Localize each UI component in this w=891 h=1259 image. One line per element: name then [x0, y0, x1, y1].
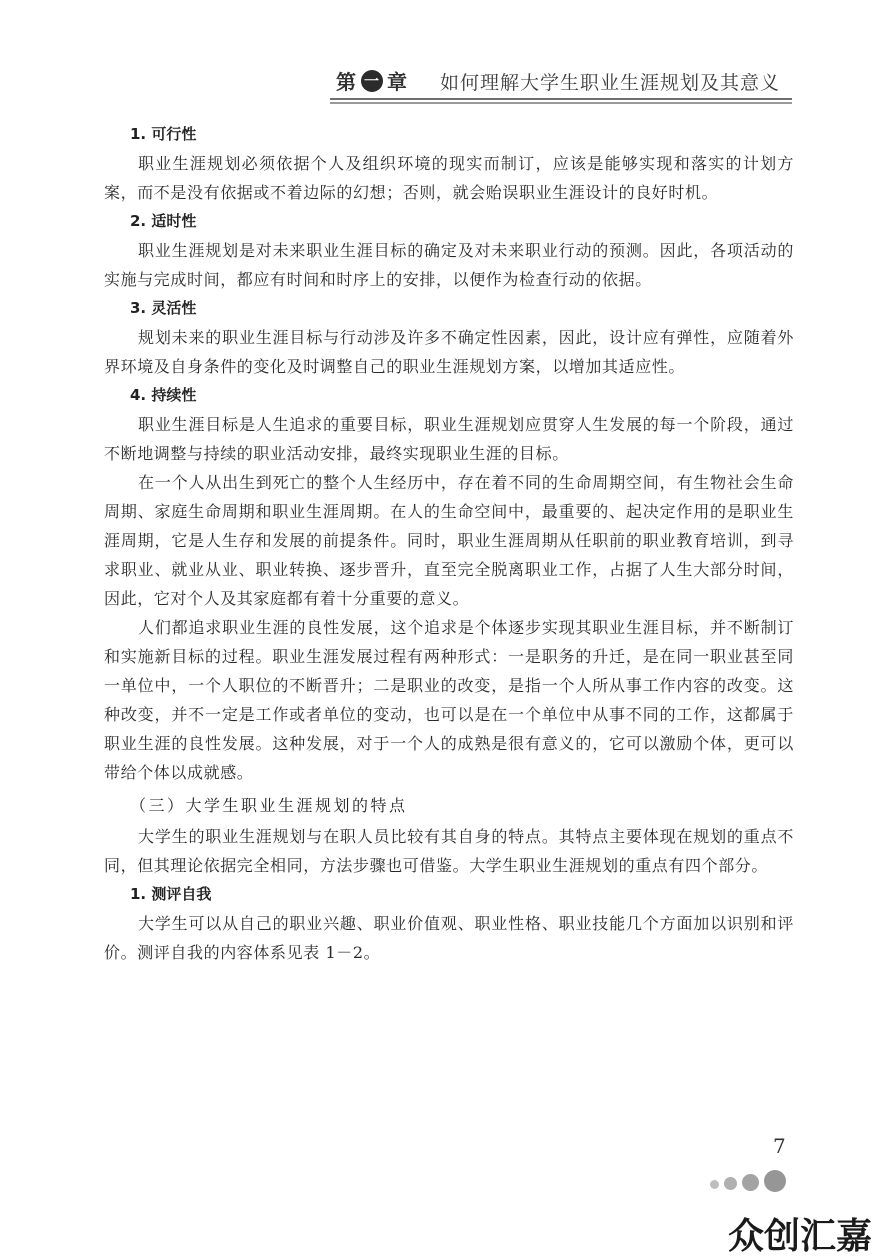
dot-icon [724, 1177, 737, 1190]
subheading-self-assessment: 1. 测评自我 [130, 885, 212, 903]
subheading-timeliness: 2. 适时性 [130, 212, 197, 230]
page-number: 7 [773, 1134, 786, 1158]
paragraph: 职业生涯目标是人生追求的重要目标，职业生涯规划应贯穿人生发展的每一个阶段，通过不断地调整与持续的职业活动安排，最终实现职业生涯的目标。 [104, 415, 794, 463]
chapter-label [336, 66, 408, 95]
watermark: 众创汇嘉 [728, 1216, 873, 1257]
subheading-feasibility: 1. 可行性 [130, 125, 197, 143]
chapter-suffix: 章 [387, 70, 408, 94]
chapter-title: 如何理解大学生职业生涯规划及其意义 [440, 72, 781, 94]
paragraph: 职业生涯规划是对未来职业生涯目标的确定及对未来职业行动的预测。因此，各项活动的实施与完成时间，都应有时间和时序上的安排，以便作为检查行动的依据。 [104, 241, 794, 289]
header-rule [330, 98, 792, 104]
paragraph: 规划未来的职业生涯目标与行动涉及许多不确定性因素，因此，设计应有弹性，应随着外界环境及自身条件的变化及时调整自己的职业生涯规划方案，以增加其适应性。 [104, 328, 794, 376]
section-heading: （三）大学生职业生涯规划的特点 [130, 796, 408, 815]
paragraph: 大学生的职业生涯规划与在职人员比较有其自身的特点。其特点主要体现在规划的重点不同，但其理论依据完全相同，方法步骤也可借鉴。大学生职业生涯规划的重点有四个部分。 [104, 827, 794, 875]
subheading-continuity: 4. 持续性 [130, 386, 197, 404]
dot-icon [742, 1174, 759, 1191]
paragraph: 在一个人从出生到死亡的整个人生经历中，存在着不同的生命周期空间，有生物社会生命周期、家庭生命周期和职业生涯周期。在人的生命空间中，最重要的、起决定作用的是职业生涯周期，它是人生存和发展的前提条件。同时，职业生涯周期从任职前的职业教育培训，到寻求职业、就业从业、职业转换、逐步晋升，直至完全脱离职业工作，占据了人生大部分时间，因此，它对个人及其家庭都有着十分重要的意义。 [104, 473, 794, 608]
subheading-flexibility: 3. 灵活性 [130, 299, 197, 317]
dot-icon [710, 1180, 719, 1189]
page-body [104, 120, 794, 967]
paragraph: 大学生可以从自己的职业兴趣、职业价值观、职业性格、职业技能几个方面加以识别和评价。测评自我的内容体系见表 1－2。 [104, 914, 794, 962]
decorative-dots [710, 1168, 800, 1194]
paragraph: 职业生涯规划必须依据个人及组织环境的现实而制订，应该是能够实现和落实的计划方案，而不是没有依据或不着边际的幻想；否则，就会贻误职业生涯设计的良好时机。 [104, 154, 794, 202]
paragraph: 人们都追求职业生涯的良性发展，这个追求是个体逐步实现其职业生涯目标，并不断制订和实施新目标的过程。职业生涯发展过程有两种形式：一是职务的升迁，是在同一职业甚至同一单位中，一个人职位的不断晋升；二是职业的改变，是指一个人所从事工作内容的改变。这种改变，并不一定是工作或者单位的变动，也可以是在一个单位中从事不同的工作，这都属于职业生涯的良性发展。这种发展，对于一个人的成熟是很有意义的，它可以激励个体，更可以带给个体以成就感。 [104, 618, 794, 782]
running-header [330, 64, 792, 104]
chapter-number-badge: 一 [361, 70, 383, 92]
chapter-prefix: 第 [336, 70, 357, 94]
dot-icon [764, 1170, 786, 1192]
